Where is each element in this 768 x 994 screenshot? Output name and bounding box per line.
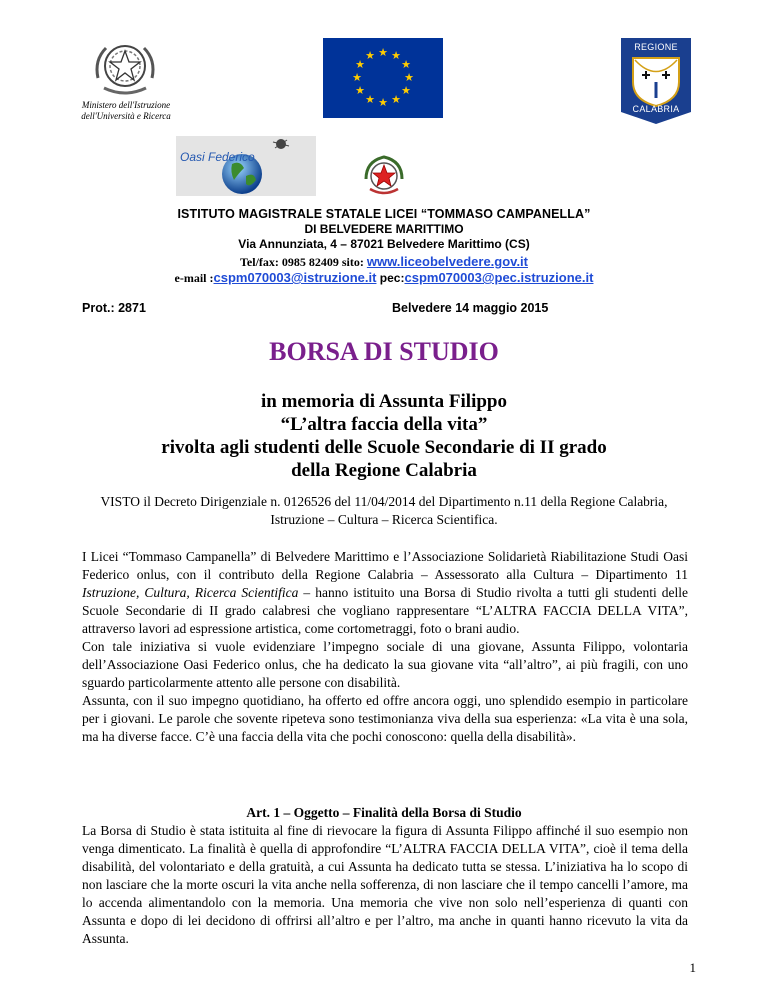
star-emblem-icon [362,153,406,197]
visto-paragraph: VISTO il Decreto Dirigenziale n. 0126526 del 11/04/2014 del Dipartimento n.11 della Regione Calabria, Istruzione – Cultura – Ricerca Scientifica. [100,494,668,527]
page-number: 1 [689,960,696,975]
institute-name: ISTITUTO MAGISTRALE STATALE LICEI “TOMMASO CAMPANELLA” [177,207,591,221]
oasi-federico-logo [176,136,316,196]
oasi-logo-text: Oasi Federico [180,150,255,164]
svg-text:★: ★ [365,93,375,106]
subtitle-line: “L’altra faccia della vita” [280,414,488,435]
document-date: Belvedere 14 maggio 2015 [392,301,549,315]
intro-section [82,548,688,746]
intro-italic-text: Istruzione, Cultura, Ricerca Scientifica [82,585,299,600]
intro-text: – hanno istituito una Borsa di Studio rivolta a tutti gli studenti delle Scuole Secondarie di II grado calabresi che vogliano rappresentare “L’ALTRA FACCIA DELLA VITA”, attraverso lavori ad espressione artistica, come cortometraggi, foto o brani audio. [82,585,689,636]
document-title: BORSA DI STUDIO [269,337,499,366]
svg-text:★: ★ [355,84,365,97]
ministry-caption-line2: dell'Università e Ricerca [81,111,171,121]
intro-paragraph: Assunta, con il suo impegno quotidiano, ha offerto ed offre ancora oggi, uno splendido esempio in particolare per i giovani. Le parole che sovente ripeteva sono testimonianza viva della sua esperienza: «La vita è una sola, ma ha diverse facce. C’è una faccia della vita che pochi conoscono: quella della disabilità». [82,693,688,744]
website-link[interactable]: www.liceobelvedere.gov.it [366,254,528,269]
eu-flag-logo [323,38,443,118]
calabria-label: CALABRIA [632,104,680,114]
article-text [82,822,688,948]
svg-text:★: ★ [378,96,388,109]
intro-text: I Licei “Tommaso Campanella” di Belvedere Marittimo e l’Associazione Solidarietà Riabilitazione Studi Oasi Federico onlus, con il contributo della Regione Calabria – Assessorato alla Cultura – Dipartimento 11 [82,549,688,582]
eu-flag-icon [323,38,443,118]
intro-paragraph [82,548,688,638]
svg-text:★: ★ [401,84,411,97]
subtitle-line: della Regione Calabria [291,460,477,481]
email-link[interactable]: cspm070003@istruzione.it [213,270,377,285]
regione-label: REGIONE [634,42,678,52]
svg-text:★: ★ [352,71,362,84]
svg-text:★: ★ [391,93,401,106]
svg-text:★: ★ [355,58,365,71]
republic-emblem-logo [362,153,406,197]
institute-address: Via Annunziata, 4 – 87021 Belvedere Marittimo (CS) [238,237,530,251]
svg-text:★: ★ [391,49,401,62]
ministry-caption-line1: Ministero dell'Istruzione [81,100,171,110]
intro-paragraph: Con tale iniziativa si vuole evidenziare l’impegno sociale di una giovane, Assunta Filippo, volontaria dell’Associazione Oasi Federico onlus, che ha dedicato la sua giovane vita “all’altro”, ai più fragili, con uno sguardo particolarmente attento alle persone con disabilità. [82,639,688,690]
svg-text:★: ★ [401,58,411,71]
article-title: Art. 1 – Oggetto – Finalità della Borsa di Studio [246,805,522,820]
italian-emblem-icon [92,38,158,100]
globe-icon [176,136,316,196]
svg-text:★: ★ [378,46,388,59]
subtitle-line: rivolta agli studenti delle Scuole Secondarie di II grado [161,437,607,458]
regione-calabria-logo [621,38,691,124]
institute-location: DI BELVEDERE MARITTIMO [304,222,464,236]
contact-email [0,270,768,286]
subtitle-line: in memoria di Assunta Filippo [261,391,507,412]
article-paragraph: La Borsa di Studio è stata istituita al fine di rievocare la figura di Assunta Filippo affinché il suo esempio non venga dimenticato. La finalità è quella di approfondire “L’ALTRA FACCIA DELLA VITA”, cioè il tema della disabilità, del volontariato e della gratuità, a cui Assunta ha dedicato tutta se stessa. L’iniziativa ha lo scopo di non lasciare che la morte oscuri la vita anche nella sofferenza, di non lasciare che il tempo cancelli l’amore, ma lo accenda alimentandolo con la memoria. Una memoria che vive non solo nell’esperienza di quanti con Assunta e dopo di lei decidono di offrirsi all’altro e per l’altro, ma anche in quanti hanno ricevuto la vita da Assunta. [82,823,688,946]
svg-text:★: ★ [404,71,414,84]
svg-text:★: ★ [365,49,375,62]
pec-label: pec: [376,271,405,285]
pec-link[interactable]: cspm070003@pec.istruzione.it [404,270,594,285]
email-label: e-mail : [174,271,214,285]
protocol-number: Prot.: 2871 [82,301,146,315]
ministry-logo [72,38,180,121]
contact-telfax [0,254,768,270]
telfax-label: Tel/fax: 0985 82409 sito: [240,255,367,269]
